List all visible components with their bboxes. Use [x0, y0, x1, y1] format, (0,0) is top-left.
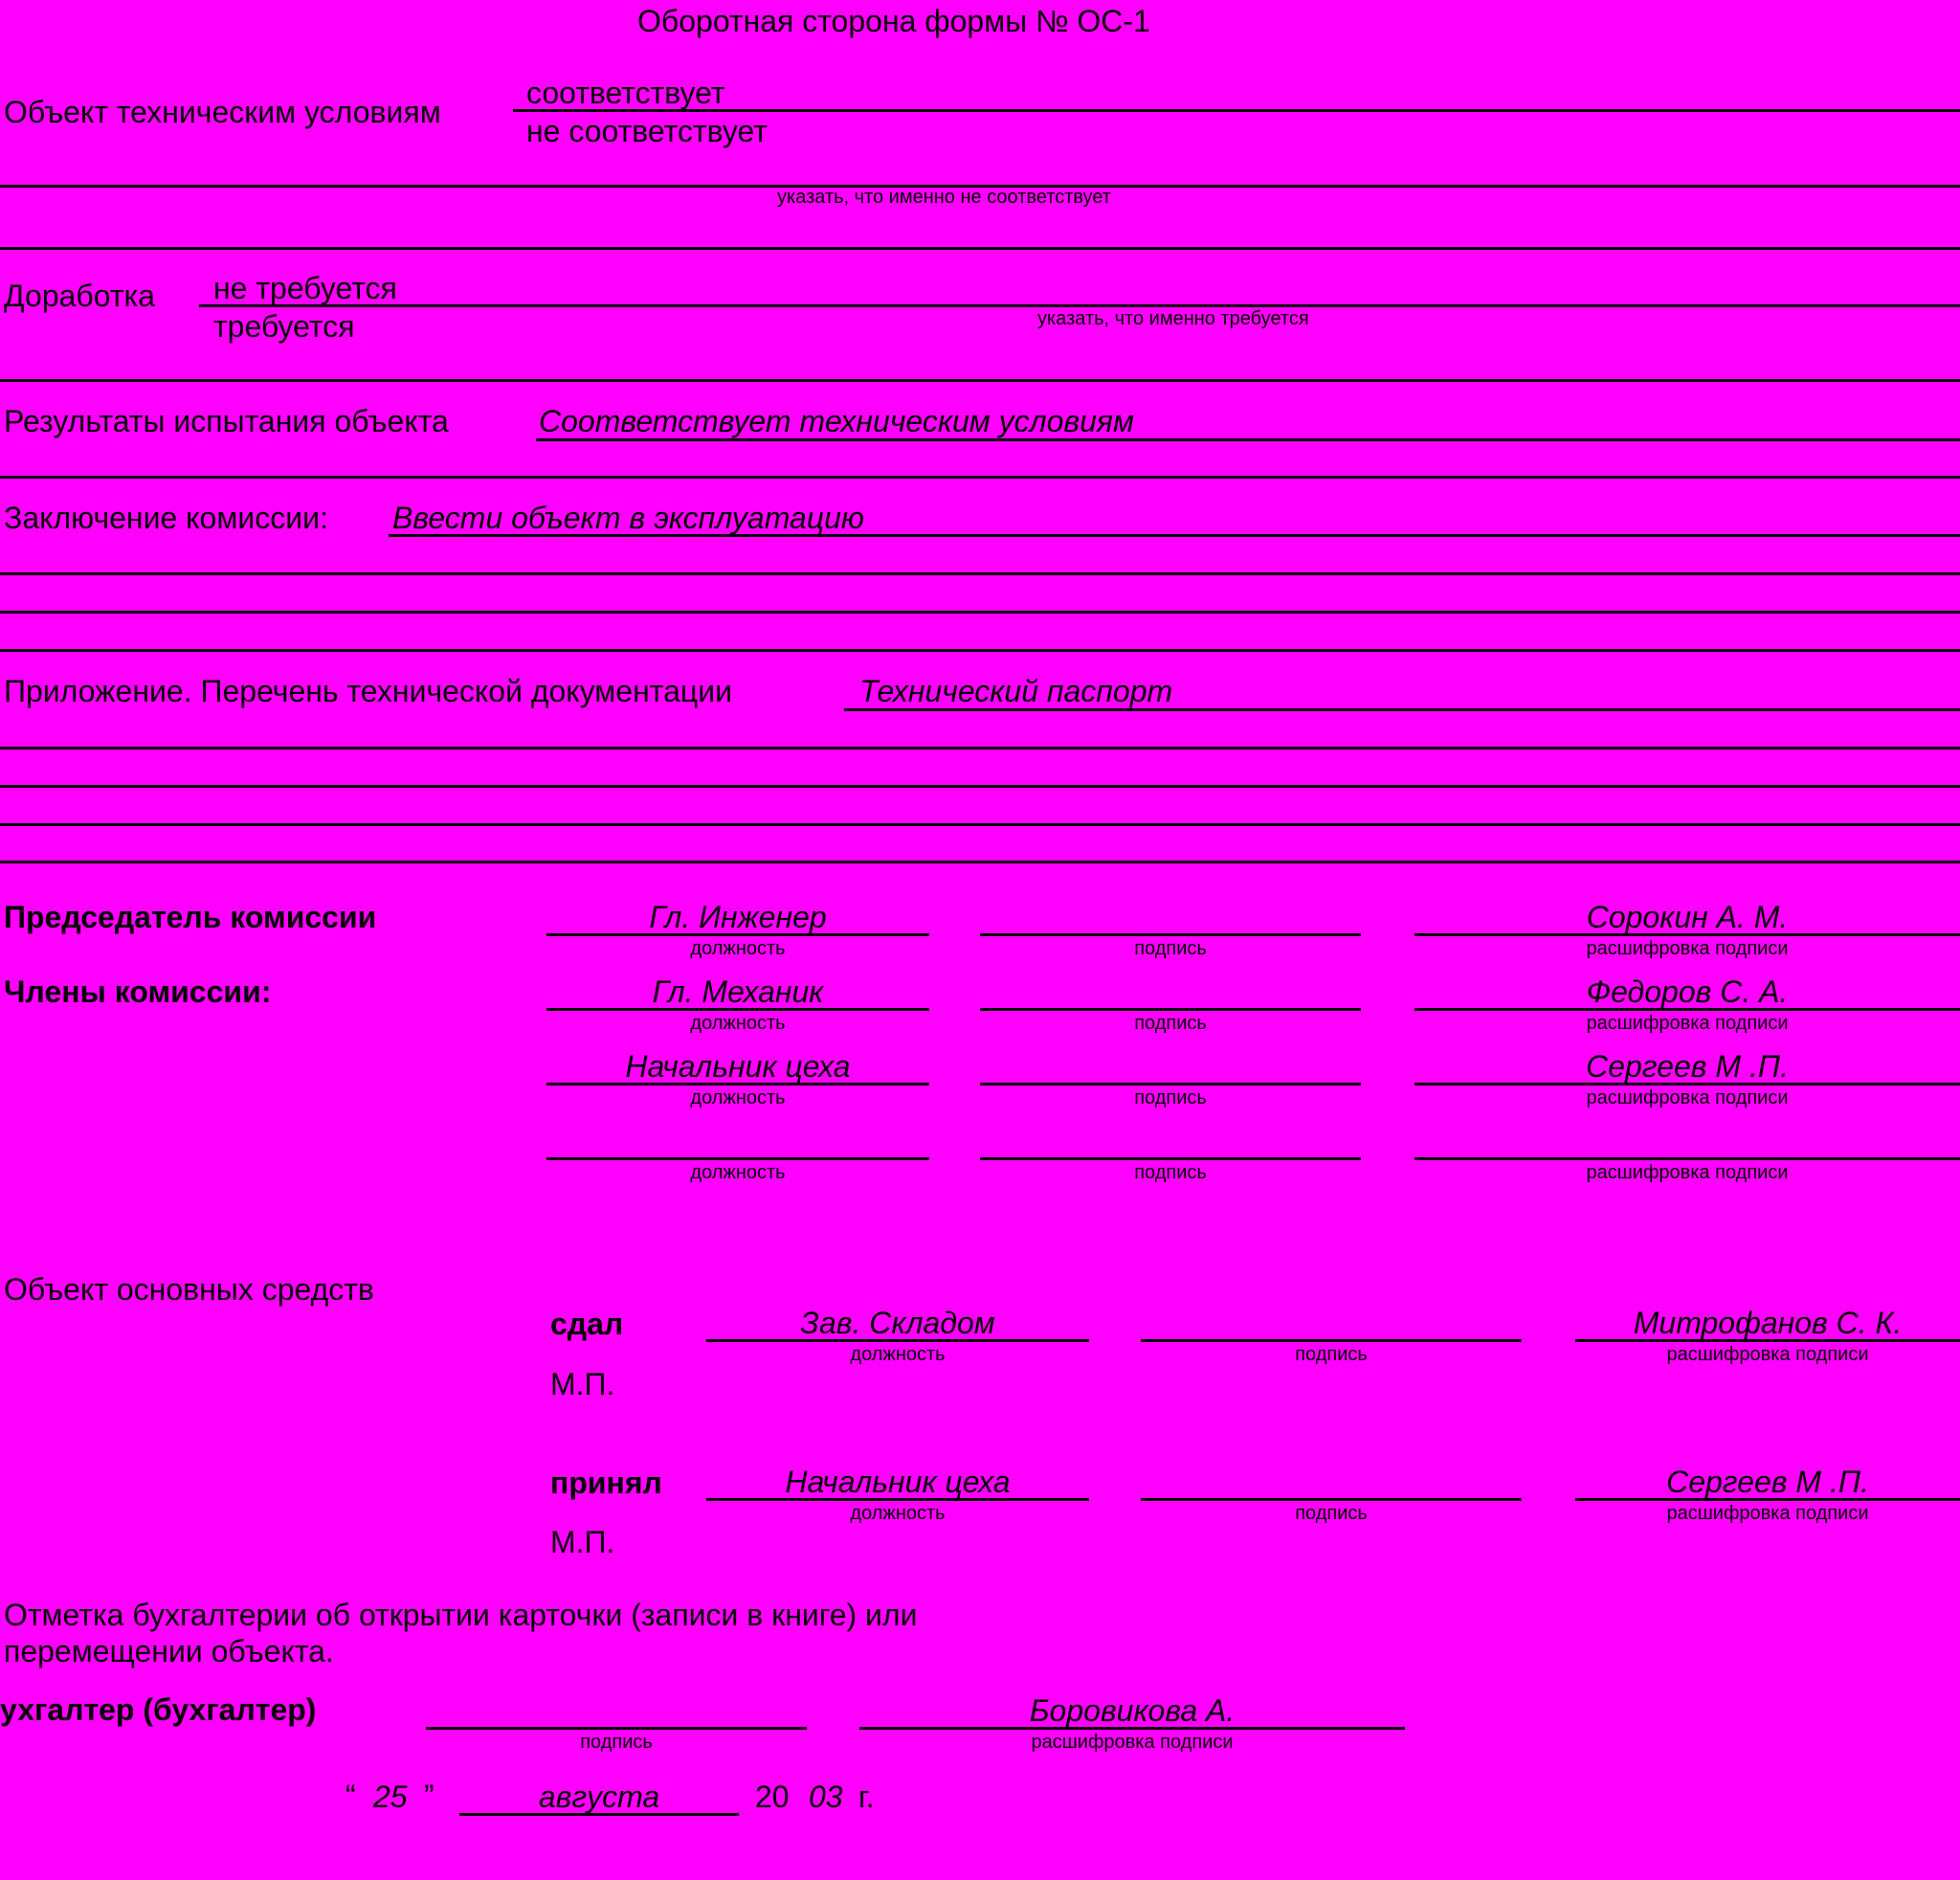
- conclusion-label: Заключение комиссии:: [4, 501, 328, 535]
- conclusion-value: Ввести объект в эксплуатацию: [392, 501, 864, 535]
- commission-caption-decoding: расшифровка подписи: [1586, 1087, 1789, 1108]
- transfer-handed-position: Зав. Складом: [800, 1306, 995, 1340]
- commission-caption-signature: подпись: [1134, 1162, 1207, 1183]
- transfer-handed-position-line: [706, 1339, 1089, 1342]
- rework-option-yes: требуется: [213, 309, 355, 344]
- commission-signature-line: [980, 933, 1361, 936]
- commission-caption-decoding: расшифровка подписи: [1586, 1162, 1789, 1183]
- appendix-label: Приложение. Перечень технической документации: [4, 674, 732, 708]
- compliance-option-no: не соответствует: [526, 114, 768, 148]
- appendix-underline: [844, 708, 1960, 711]
- transfer-accepted-name-line: [1575, 1498, 1960, 1501]
- commission-row-name: Сорокин А. М.: [1586, 900, 1789, 934]
- commission-position-line: [546, 933, 929, 936]
- rework-detail-line: [0, 379, 1960, 382]
- test-results-label: Результаты испытания объекта: [4, 404, 449, 438]
- transfer-handed-name-line: [1575, 1339, 1960, 1342]
- accountant-label: ухгалтер (бухгалтер): [0, 1692, 317, 1727]
- commission-caption-position: должность: [690, 1087, 786, 1108]
- transfer-handed-signature-line: [1141, 1339, 1522, 1342]
- commission-position-line: [546, 1083, 929, 1085]
- commission-caption-position: должность: [690, 1162, 786, 1183]
- commission-name-line: [1414, 1008, 1960, 1011]
- appendix-value: Технический паспорт: [859, 674, 1173, 708]
- transfer-accepted-label: принял: [550, 1466, 662, 1500]
- rework-hint: указать, что именно требуется: [1037, 308, 1309, 329]
- transfer-handed-label: сдал: [550, 1307, 624, 1341]
- date-year: 03: [809, 1779, 843, 1814]
- accountant-caption-decoding: расшифровка подписи: [1031, 1732, 1234, 1753]
- commission-name-line: [1414, 933, 1960, 936]
- commission-caption-position: должность: [690, 938, 786, 959]
- transfer-caption-position: должность: [850, 1503, 946, 1524]
- commission-signature-line: [980, 1008, 1361, 1011]
- accountant-name: Боровикова А.: [1029, 1693, 1236, 1728]
- appendix-line-2: [0, 747, 1960, 750]
- commission-caption-decoding: расшифровка подписи: [1586, 938, 1789, 959]
- rework-option-no: не требуется: [213, 271, 397, 305]
- commission-caption-decoding: расшифровка подписи: [1586, 1013, 1789, 1034]
- transfer-object-label: Объект основных средств: [4, 1272, 374, 1307]
- accountant-signature-line: [426, 1727, 807, 1730]
- compliance-detail-line-2: [0, 247, 1960, 250]
- transfer-caption-decoding: расшифровка подписи: [1666, 1503, 1869, 1524]
- date-suffix: г.: [858, 1779, 875, 1814]
- date-month-line: [459, 1813, 739, 1816]
- appendix-line-3: [0, 785, 1960, 788]
- commission-caption-signature: подпись: [1134, 1087, 1207, 1108]
- transfer-handed-stamp: М.П.: [550, 1367, 615, 1401]
- rework-label: Доработка: [4, 279, 155, 313]
- date-day: 25: [373, 1779, 408, 1814]
- accounting-note-line2: перемещении объекта.: [4, 1634, 334, 1668]
- commission-signature-line: [980, 1083, 1361, 1085]
- transfer-accepted-stamp: М.П.: [550, 1525, 615, 1559]
- test-results-line-2: [0, 476, 1960, 479]
- commission-name-line: [1414, 1083, 1960, 1085]
- compliance-label: Объект техническим условиям: [4, 95, 441, 129]
- commission-position-line: [546, 1157, 929, 1160]
- test-results-value: Соответствует техническим условиям: [539, 404, 1134, 438]
- commission-row-name: Сергеев М .П.: [1586, 1049, 1789, 1084]
- date-open-quote: “: [345, 1779, 356, 1813]
- conclusion-line-2: [0, 572, 1960, 575]
- appendix-line-5: [0, 861, 1960, 863]
- rework-underline: [199, 304, 1960, 307]
- transfer-accepted-position-line: [706, 1498, 1089, 1501]
- commission-row-position: Гл. Инженер: [649, 900, 827, 934]
- transfer-accepted-signature-line: [1141, 1498, 1522, 1501]
- commission-row-position: Гл. Механик: [652, 974, 824, 1009]
- commission-caption-signature: подпись: [1134, 938, 1207, 959]
- date-century: 20: [755, 1779, 790, 1814]
- commission-position-line: [546, 1008, 929, 1011]
- compliance-underline: [513, 109, 1960, 112]
- transfer-caption-signature: подпись: [1295, 1503, 1368, 1524]
- form-title: Оборотная сторона формы № ОС-1: [637, 4, 1150, 38]
- conclusion-line-4: [0, 649, 1960, 652]
- commission-members-label: Члены комиссии:: [4, 974, 272, 1009]
- conclusion-underline: [389, 534, 1960, 537]
- commission-row-name: Федоров С. А.: [1586, 974, 1789, 1009]
- compliance-option-yes: соответствует: [526, 76, 725, 110]
- commission-signature-line: [980, 1157, 1361, 1160]
- commission-row-position: Начальник цеха: [625, 1049, 851, 1084]
- date-month: августа: [538, 1779, 660, 1814]
- commission-name-line: [1414, 1157, 1960, 1160]
- conclusion-line-3: [0, 611, 1960, 614]
- accounting-note-line1: Отметка бухгалтерии об открытии карточки (записи в книге) или: [4, 1598, 918, 1632]
- commission-chair-label: Председатель комиссии: [4, 900, 377, 934]
- transfer-accepted-position: Начальник цеха: [785, 1465, 1011, 1499]
- commission-caption-signature: подпись: [1134, 1013, 1207, 1034]
- transfer-accepted-name: Сергеев М .П.: [1666, 1465, 1869, 1499]
- transfer-caption-position: должность: [850, 1344, 946, 1365]
- commission-caption-position: должность: [690, 1013, 786, 1034]
- transfer-caption-signature: подпись: [1295, 1344, 1368, 1365]
- accountant-caption-signature: подпись: [580, 1732, 653, 1753]
- transfer-handed-name: Митрофанов С. К.: [1633, 1306, 1903, 1340]
- date-close-quote: ”: [424, 1779, 434, 1813]
- compliance-hint: указать, что именно не соответствует: [777, 187, 1111, 208]
- appendix-line-4: [0, 823, 1960, 826]
- test-results-underline: [536, 438, 1960, 441]
- transfer-caption-decoding: расшифровка подписи: [1666, 1344, 1869, 1365]
- accountant-name-line: [859, 1727, 1405, 1730]
